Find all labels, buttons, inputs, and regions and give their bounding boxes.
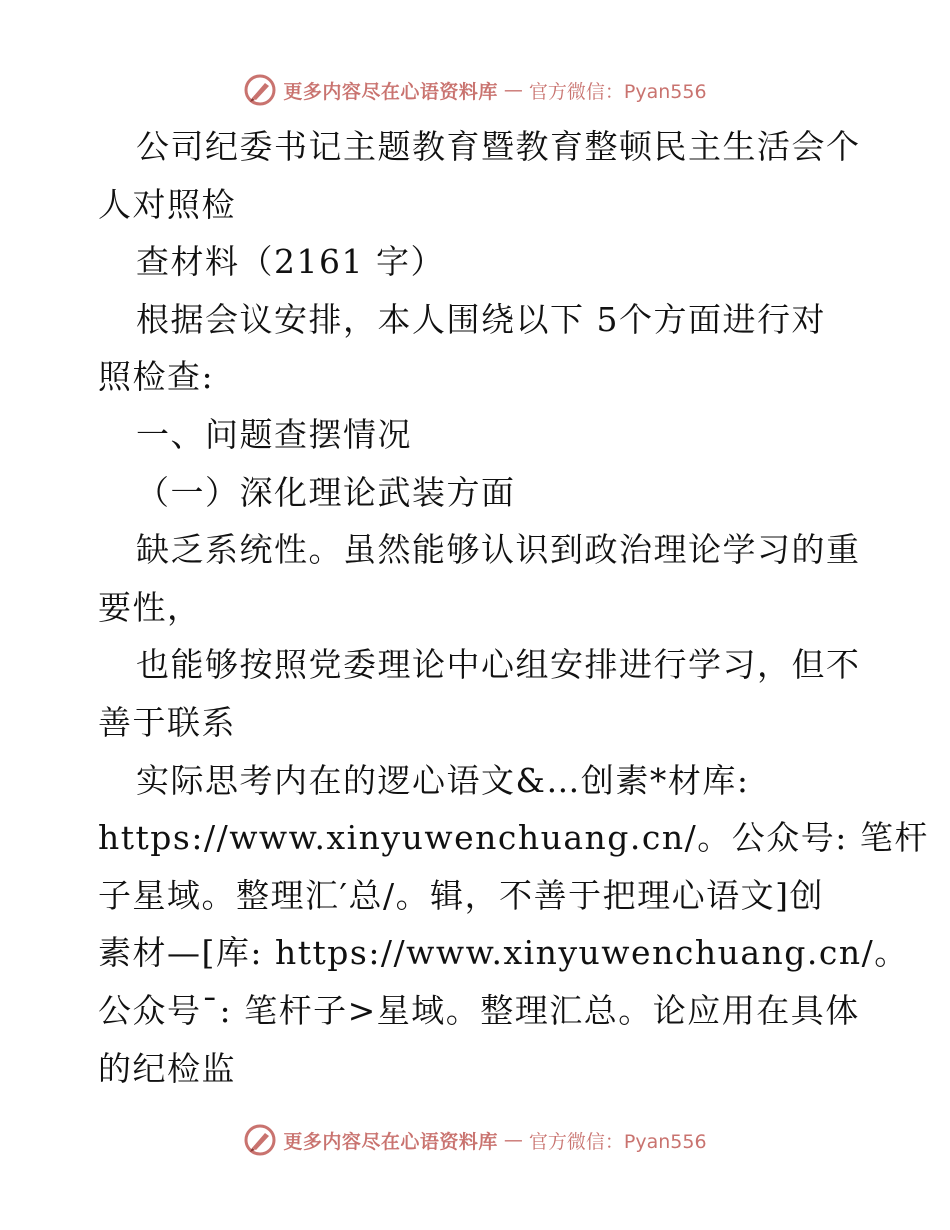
pen-logo-icon	[243, 73, 277, 107]
banner-wechat: 官方微信：Pyan556	[528, 80, 707, 103]
paragraph-line: 子星域。整理汇′总/。辑，不善于把理心语文]创	[98, 875, 824, 915]
banner-dash: —	[503, 79, 523, 101]
subsection-heading: （一）深化理论武装方面	[136, 472, 516, 512]
header-watermark-banner	[0, 70, 950, 110]
paragraph-line: 善于联系	[98, 702, 236, 742]
paragraph-line: 根据会议安排，本人围绕以下 5个方面进行对	[136, 299, 826, 339]
paragraph-line: 要性，	[98, 587, 202, 627]
title-line-1: 公司纪委书记主题教育暨教育整顿民主生活会个	[136, 127, 861, 166]
banner-text: 更多内容尽在心语资料库	[283, 80, 498, 103]
paragraph-line: 实际思考内在的逻心语文&…创素*材库:	[136, 760, 750, 800]
paragraph-line: 素材—[库: https://www.xinyuwenchuang.cn/。	[98, 933, 909, 973]
paragraph-line: 公众号¯: 笔杆子>星域。整理汇总。论应用在具体	[98, 990, 860, 1030]
paragraph-line: 缺乏系统性。虽然能够认识到政治理论学习的重	[136, 530, 861, 570]
title-line-2: 人对照检	[98, 184, 236, 224]
title-line-3: 查材料（2161 字）	[136, 242, 445, 282]
banner-wechat: 官方微信：Pyan556	[528, 1130, 707, 1153]
document-body	[98, 118, 929, 1097]
footer-watermark-banner	[0, 1120, 950, 1160]
banner-text: 更多内容尽在心语资料库	[283, 1130, 498, 1153]
banner-dash: —	[503, 1129, 523, 1151]
paragraph-line: 也能够按照党委理论中心组安排进行学习，但不	[136, 645, 861, 685]
paragraph-line: https://www.xinyuwenchuang.cn/。公众号: 笔杆	[98, 818, 929, 858]
paragraph-line: 的纪检监	[98, 1048, 236, 1088]
pen-logo-icon	[243, 1123, 277, 1157]
paragraph-line: 照检查:	[98, 357, 215, 397]
section-heading: 一、问题查摆情况	[136, 414, 412, 454]
